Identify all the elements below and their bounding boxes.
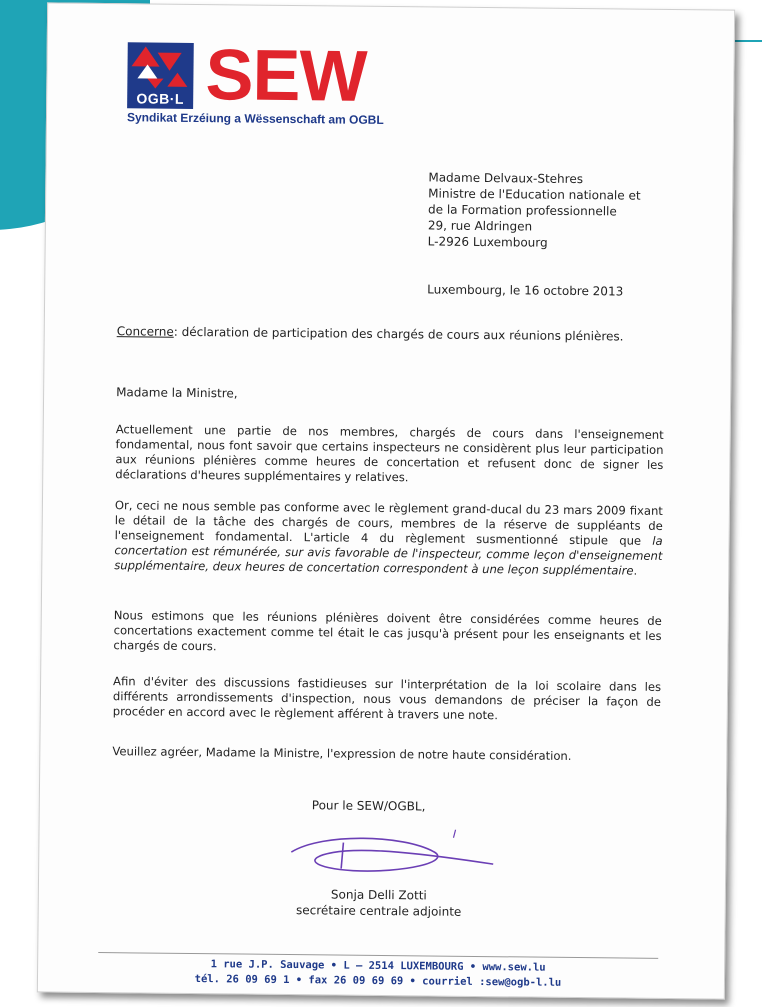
subject-label: Concerne — [116, 324, 174, 339]
recipient-address — [428, 169, 641, 251]
paragraph-2-text: Or, ceci ne nous semble pas conforme avec le règlement grand-ducal du 23 mars 2009 fixant le détail de la tâche des chargés de cours, membres de la réserve de suppléants de l'enseignement fondamental. L'article 4 du règlement susmentionné stipule que — [114, 498, 663, 548]
letter-footer — [98, 956, 658, 992]
letter-page — [37, 2, 735, 999]
signer-title: secrétaire centrale adjointe — [295, 903, 462, 919]
closing-line: Pour le SEW/OGBL, — [311, 798, 426, 814]
footer-address: 1 rue J.P. Sauvage • L – 2514 LUXEMBOURG • www.sew.lu — [210, 958, 546, 974]
paragraph-3: Nous estimons que les réunions plénières doivent être considérées comme heures de concertations exactement comme tel était le cas jusqu'à présent pour les enseignants et les chargés de cours. — [113, 608, 662, 654]
paragraph-1: Actuellement une partie de nos membres, chargés de cours dans l'enseignement fondamental, nous font savoir que certains inspecteurs ne considèrent plus leur participation aux réunions plénières comme heures de concertation et refusent donc de signer les déclarations d'heures supplémentaires y relatives. — [115, 422, 664, 485]
ogbl-badge-text: OGB·L — [136, 90, 185, 107]
paragraph-2-end: . — [633, 563, 638, 578]
footer-contact: tél. 26 09 69 1 • fax 26 09 69 69 • courriel :sew@ogb-l.lu — [194, 973, 562, 989]
letter-date: Luxembourg, le 16 octobre 2013 — [427, 282, 624, 299]
signer-name: Sonja Delli Zotti — [330, 887, 427, 903]
address-line: L-2926 Luxembourg — [427, 234, 548, 250]
address-line: de la Formation professionnelle — [427, 202, 617, 219]
paragraph-2 — [114, 498, 663, 579]
ogbl-emblem-icon — [127, 42, 194, 109]
subject-line — [117, 324, 624, 343]
handwritten-signature — [283, 822, 504, 884]
signer-block — [279, 886, 479, 920]
paragraph-4: Afin d'éviter des discussions fastidieuses sur l'interprétation de la loi scolaire dans les différents arrondissements d'inspection, nous vous demandons de préciser la façon de procéder en accord avec le règlement afférent à travers une note. — [112, 674, 662, 723]
subject-text: : déclaration de participation des chargés de cours aux réunions plénières. — [173, 324, 624, 344]
paragraph-2-quote: la concertation est rémunérée, sur avis favorable de l'inspecteur, comme leçon d'enseignement supplémentaire, deux heures de concertation correspondent à une leçon supplémentaire — [114, 533, 663, 578]
paragraph-5: Veuillez agréer, Madame la Ministre, l'expression de notre haute considération. — [112, 744, 572, 763]
logo-subtitle: Syndikat Erzéiung a Wëssenschaft am OGBL — [126, 110, 384, 127]
logo-wordmark: SEW — [205, 35, 367, 117]
sew-logo — [126, 35, 418, 127]
address-line: Ministre de l'Education nationale et — [428, 186, 641, 203]
salutation: Madame la Ministre, — [116, 385, 238, 401]
address-line: Madame Delvaux-Stehres — [428, 170, 584, 187]
address-line: 29, rue Aldringen — [427, 218, 533, 234]
